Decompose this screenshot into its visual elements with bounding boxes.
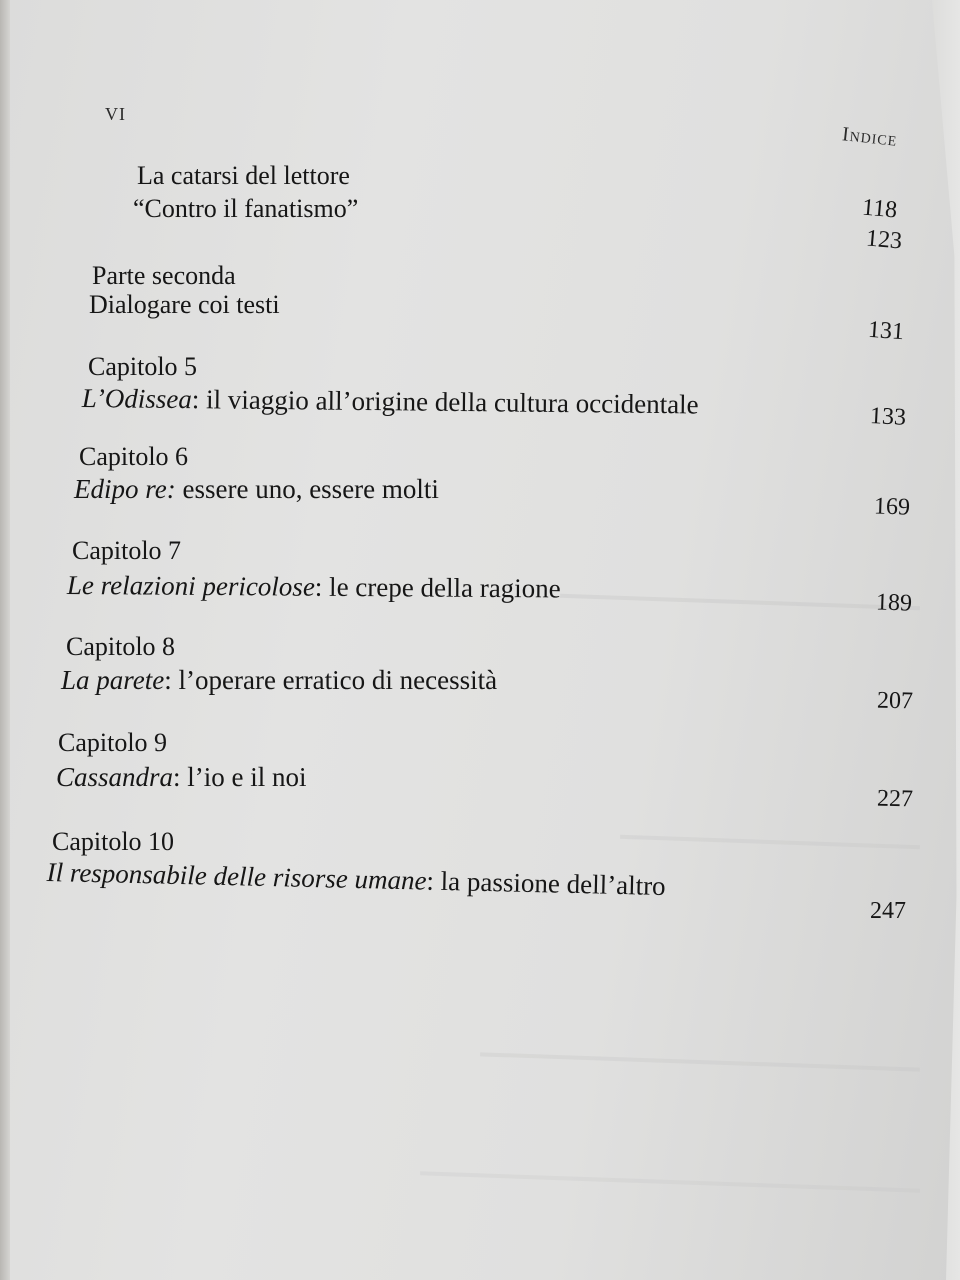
chapter-page: 189 [875, 589, 913, 617]
chapter-page: 227 [876, 785, 914, 813]
running-header: Indice [841, 123, 899, 151]
chapter-title [82, 383, 699, 420]
chapter-title [46, 857, 666, 902]
chapter-page: 133 [869, 403, 907, 431]
chapter-page: 207 [876, 687, 914, 715]
chapter-page: 169 [873, 493, 911, 521]
chapter-title-rest: essere uno, essere molti [175, 474, 439, 504]
chapter-page: 247 [870, 898, 906, 924]
chapter-title-rest: : il viaggio all’origine della cultura occidentale [191, 384, 699, 420]
chapter-title-italic: Cassandra [56, 762, 174, 792]
chapter-title [61, 665, 497, 696]
chapter-title-rest: : le crepe della ragione [314, 571, 561, 604]
part-page: 131 [867, 316, 905, 346]
toc-entry-title: La catarsi del lettore [137, 161, 350, 190]
chapter-label: Capitolo 10 [52, 827, 175, 856]
toc-entry-page: 118 [860, 194, 899, 224]
part-label: Parte seconda [92, 261, 236, 290]
chapter-label: Capitolo 6 [79, 442, 189, 471]
chapter-label: Capitolo 5 [88, 352, 198, 381]
chapter-label: Capitolo 8 [66, 632, 176, 661]
chapter-title-italic: Le relazioni pericolose [66, 570, 315, 602]
chapter-label: Capitolo 7 [72, 536, 182, 565]
part-title: Dialogare coi testi [89, 290, 280, 319]
chapter-title [67, 570, 561, 604]
chapter-title-italic: L’Odissea [81, 383, 193, 415]
chapter-label: Capitolo 9 [58, 728, 168, 757]
toc-entry-title: “Contro il fanatismo” [133, 194, 359, 223]
chapter-title-italic: La parete [61, 665, 165, 695]
chapter-title-rest: : l’operare erratico di necessità [164, 665, 498, 695]
chapter-title-rest: : l’io e il noi [173, 762, 307, 792]
chapter-title-italic: Il responsabile delle risorse umane [46, 857, 427, 896]
chapter-title-rest: : la passione dell’altro [426, 865, 666, 902]
page-number-roman: VI [105, 104, 126, 124]
chapter-title [56, 762, 307, 793]
chapter-title [74, 474, 439, 505]
chapter-title-italic: Edipo re: [74, 474, 176, 504]
toc-entry-page: 123 [864, 225, 904, 255]
